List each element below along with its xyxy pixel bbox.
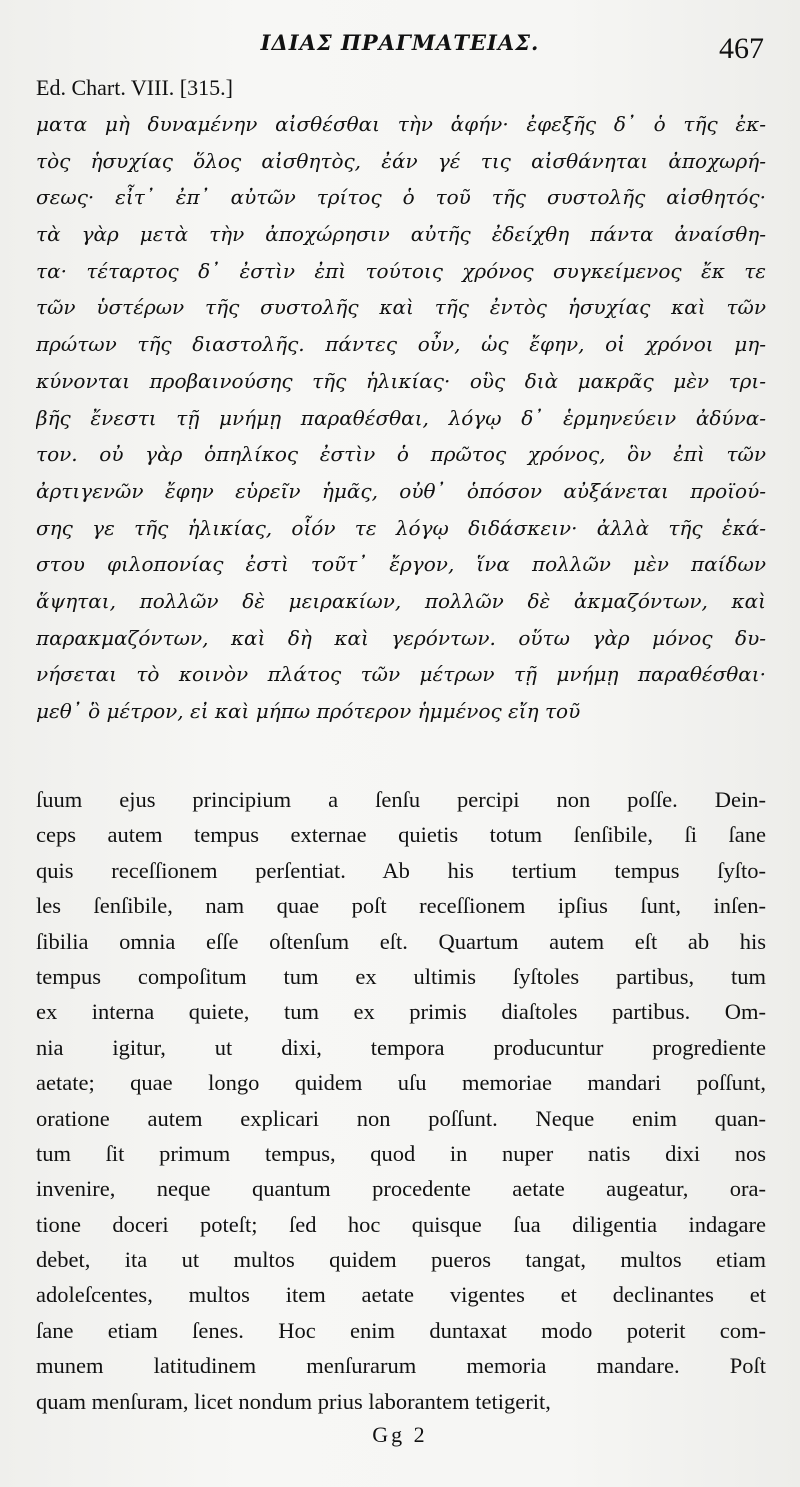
greek-line: σης γε τῆς ἡλικίας, οἷόν τε λόγῳ διδάσκειν· ἀλλὰ τῆς ἑκά- [36, 515, 766, 540]
greek-line: στου φιλοπονίας ἐστὶ τοῦτ᾿ ἔργον, ἵνα πολλῶν μὲν παίδων [36, 552, 766, 577]
latin-line: quam menſuram, licet nondum prius laborantem tetigerit, [36, 1388, 551, 1414]
latin-line: oratione autem explicari non poſſunt. Neque enim quan- [36, 1105, 766, 1131]
greek-line: νήσεται τὸ κοινὸν πλάτος τῶν μέτρων τῇ μνήμῃ παραθέσθαι· [36, 662, 766, 687]
greek-line: σεως· εἶτ᾿ ἐπ᾿ αὐτῶν τρίτος ὁ τοῦ τῆς συστολῆς αἰσθητός· [36, 185, 766, 210]
latin-line: ſuum ejus principium a ſenſu percipi non poſſe. Dein- [36, 787, 766, 812]
latin-line: nia igitur, ut dixi, tempora producuntur progrediente [36, 1034, 766, 1060]
page-number: 467 [719, 32, 764, 65]
greek-line: παρακμαζόντων, καὶ δὴ καὶ γερόντων. οὕτω γὰρ μόνος δυ- [36, 625, 766, 650]
latin-line: tum ſit primum tempus, quod in nuper natis dixi nos [36, 1140, 766, 1166]
greek-line: τὸς ἡσυχίας ὅλος αἰσθητὸς, ἐάν γέ τις αἰσθάνηται ἀποχωρή- [36, 148, 766, 173]
latin-line: tempus compoſitum tum ex ultimis ſyſtoles partibus, tum [36, 963, 766, 989]
greek-line: ἅψηται, πολλῶν δὲ μειρακίων, πολλῶν δὲ ἀκμαζόντων, καὶ [36, 588, 766, 613]
greek-line: τον. οὐ γὰρ ὁπηλίκος ἐστὶν ὁ πρῶτος χρόνος, ὃν ἐπὶ τῶν [36, 442, 766, 467]
latin-line: ex interna quiete, tum ex primis diaſtoles partibus. Om- [36, 999, 766, 1025]
greek-line: τῶν ὑστέρων τῆς συστολῆς καὶ τῆς ἐντὸς ἡσυχίας καὶ τῶν [36, 295, 766, 320]
running-title: ΙΔΙΑΣ ΠΡΑΓΜΑΤΕΙΑΣ. [260, 30, 540, 55]
latin-line: les ſenſibile, nam quae poſt receſſionem ipſius ſunt, inſen- [36, 893, 766, 919]
latin-line: tione doceri poteſt; ſed hoc quisque ſua diligentia indagare [36, 1211, 766, 1237]
latin-line: quis receſſionem perſentiat. Ab his tertium tempus ſyſto- [36, 857, 766, 883]
greek-line: βῆς ἔνεστι τῇ μνήμῃ παραθέσθαι, λόγῳ δ᾿ ἑρμηνεύειν ἀδύνα- [36, 405, 766, 430]
greek-text-block [36, 106, 766, 730]
latin-line: aetate; quae longo quidem uſu memoriae mandari poſſunt, [36, 1070, 766, 1096]
greek-line: πρώτων τῆς διαστολῆς. πάντες οὖν, ὡς ἔφην, οἱ χρόνοι μη- [36, 332, 766, 357]
latin-line: munem latitudinem menſurarum memoria mandare. Poſt [36, 1353, 766, 1379]
latin-line: ceps autem tempus externae quietis totum ſenſibile, ſi ſane [36, 822, 766, 848]
latin-text-block [36, 782, 766, 1419]
greek-line: μεθ᾿ ὃ μέτρον, εἰ καὶ μήπω πρότερον ἡμμένος εἴη τοῦ [36, 699, 581, 723]
greek-line: ἀρτιγενῶν ἔφην εὑρεῖν ἡμᾶς, οὐθ᾿ ὁπόσον αὐξάνεται προϊού- [36, 478, 766, 503]
latin-line: ſibilia omnia eſſe oſtenſum eſt. Quartum autem eſt ab his [36, 928, 766, 954]
greek-line: κύνονται προβαινούσης τῆς ἡλικίας· οὓς διὰ μακρᾶς μὲν τρι- [36, 368, 766, 393]
signature-mark: Gg 2 [372, 1422, 428, 1447]
greek-line: τα· τέταρτος δ᾿ ἐστὶν ἐπὶ τούτοις χρόνος συγκείμενος ἔκ τε [36, 258, 766, 283]
latin-line: adoleſcentes, multos item aetate vigentes et declinantes et [36, 1282, 766, 1308]
greek-line: τὰ γὰρ μετὰ τὴν ἀποχώρησιν αὐτῆς ἐδείχθη πάντα ἀναίσθη- [36, 222, 766, 247]
latin-line: invenire, neque quantum procedente aetate augeatur, ora- [36, 1176, 766, 1202]
latin-line: debet, ita ut multos quidem pueros tangat, multos etiam [36, 1247, 766, 1273]
greek-line: ματα μὴ δυναμένην αἰσθέσθαι τὴν ἁφήν· ἐφεξῆς δ᾿ ὁ τῆς ἐκ- [36, 112, 766, 136]
latin-line: ſane etiam ſenes. Hoc enim duntaxat modo poterit com- [36, 1317, 766, 1343]
edition-reference: Ed. Chart. VIII. [315.] [36, 75, 233, 100]
